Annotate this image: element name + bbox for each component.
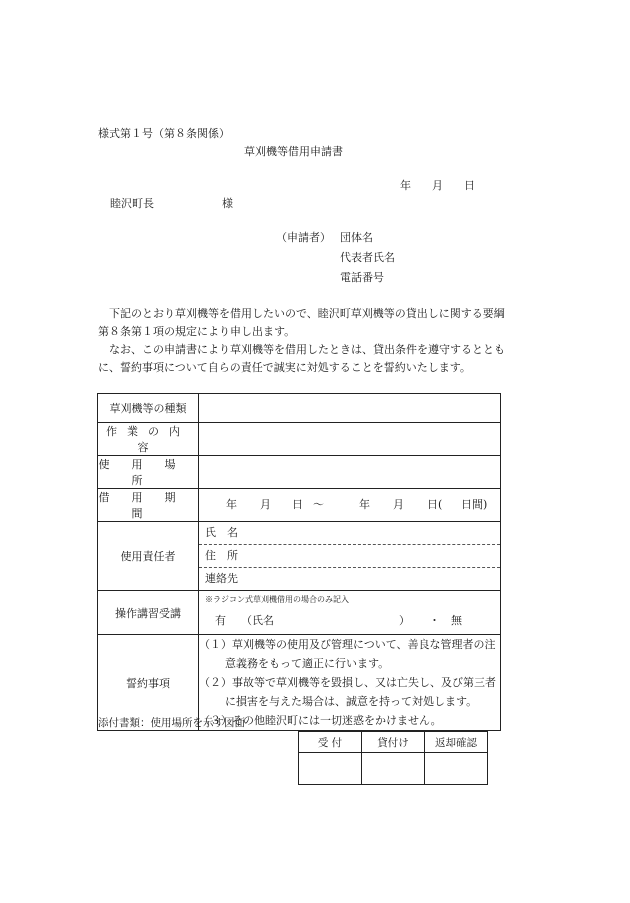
value-work-content[interactable] bbox=[199, 423, 501, 456]
addressee-honorific: 様 bbox=[222, 197, 233, 210]
body-text bbox=[98, 305, 508, 377]
form-number: 様式第１号（第８条関係） bbox=[98, 127, 230, 140]
pledge-item-1: （１）草刈機等の使用及び管理について、善良な管理者の注意義務をもって適正に行います。 bbox=[199, 638, 496, 670]
body-paragraph-2: なお、この申請書により草刈機等を借用したときは、貸出条件を遵守するとともに、誓約事項について自らの責任で誠実に対処することを誓約いたします。 bbox=[98, 343, 505, 374]
label-work-content: 作業の内容 bbox=[98, 423, 199, 456]
period-month-2: 月 bbox=[393, 498, 404, 511]
label-responsible: 使用責任者 bbox=[98, 522, 199, 591]
row-location bbox=[98, 456, 501, 489]
period-year-2: 年 bbox=[359, 498, 370, 511]
period-day-1: 日 bbox=[292, 498, 303, 511]
attachment-note: 添付書類：使用場所を示す図面 bbox=[98, 717, 245, 729]
stamp-returned-label: 返却確認 bbox=[425, 732, 488, 753]
row-equipment-type bbox=[98, 394, 501, 423]
training-separator: ・ bbox=[429, 614, 440, 627]
period-year-1: 年 bbox=[226, 498, 237, 511]
applicant-prefix: （申請者） bbox=[276, 231, 331, 244]
training-yes: 有 bbox=[215, 614, 226, 627]
stamp-value-row bbox=[299, 753, 488, 785]
training-note: ※ラジコン式草刈機借用の場合のみ記入 bbox=[205, 595, 349, 604]
label-location: 使用場所 bbox=[98, 456, 199, 489]
label-equipment-type: 草刈機等の種類 bbox=[98, 394, 199, 423]
label-period: 借用期間 bbox=[98, 489, 199, 522]
responsible-name-field[interactable] bbox=[199, 522, 500, 545]
row-responsible bbox=[98, 522, 501, 591]
date-month: 月 bbox=[432, 179, 443, 192]
value-period[interactable] bbox=[199, 489, 501, 522]
responsible-name-label: 氏 名 bbox=[205, 526, 238, 539]
period-month-1: 月 bbox=[260, 498, 271, 511]
date-day: 日 bbox=[464, 179, 475, 192]
value-equipment-type[interactable] bbox=[199, 394, 501, 423]
stamp-lent-box[interactable] bbox=[362, 753, 425, 785]
value-responsible bbox=[199, 522, 501, 591]
application-table bbox=[97, 393, 501, 731]
training-name-label: （氏名 bbox=[241, 614, 274, 627]
addressee-name: 睦沢町長 bbox=[110, 197, 154, 210]
training-no: 無 bbox=[451, 614, 462, 627]
responsible-address-field[interactable] bbox=[199, 545, 500, 568]
responsible-contact-field[interactable] bbox=[199, 568, 500, 590]
office-stamp-table bbox=[298, 731, 488, 785]
applicant-group-label: 団体名 bbox=[340, 231, 373, 244]
pledge-item-3: （３）その他睦沢町には一切迷惑をかけません。 bbox=[199, 714, 442, 727]
label-pledge: 誓約事項 bbox=[98, 635, 199, 731]
training-close-paren: ） bbox=[399, 614, 410, 627]
stamp-lent-label: 貸付け bbox=[362, 732, 425, 753]
row-training bbox=[98, 591, 501, 635]
value-location[interactable] bbox=[199, 456, 501, 489]
period-day-2: 日( bbox=[427, 498, 443, 511]
row-period bbox=[98, 489, 501, 522]
stamp-returned-box[interactable] bbox=[425, 753, 488, 785]
responsible-contact-label: 連絡先 bbox=[205, 572, 238, 585]
applicant-phone-label: 電話番号 bbox=[340, 271, 384, 284]
value-training[interactable] bbox=[199, 591, 501, 635]
label-training: 操作講習受講 bbox=[98, 591, 199, 635]
stamp-received-label: 受 付 bbox=[299, 732, 362, 753]
responsible-address-label: 住 所 bbox=[205, 549, 238, 562]
pledge-item-2: （２）事故等で草刈機等を毀損し、又は亡失し、及び第三者に損害を与えた場合は、誠意を持って対処します。 bbox=[199, 676, 496, 708]
body-paragraph-1: 下記のとおり草刈機等を借用したいので、睦沢町草刈機等の貸出しに関する要綱第８条第１項の規定により申し出ます。 bbox=[98, 307, 505, 338]
stamp-received-box[interactable] bbox=[299, 753, 362, 785]
period-tilde: 〜 bbox=[313, 498, 324, 511]
date-year: 年 bbox=[400, 179, 411, 192]
form-title: 草刈機等借用申請書 bbox=[244, 145, 343, 158]
stamp-header-row bbox=[299, 732, 488, 753]
period-days: 日間) bbox=[461, 498, 488, 511]
applicant-rep-label: 代表者氏名 bbox=[340, 251, 395, 264]
row-work-content bbox=[98, 423, 501, 456]
